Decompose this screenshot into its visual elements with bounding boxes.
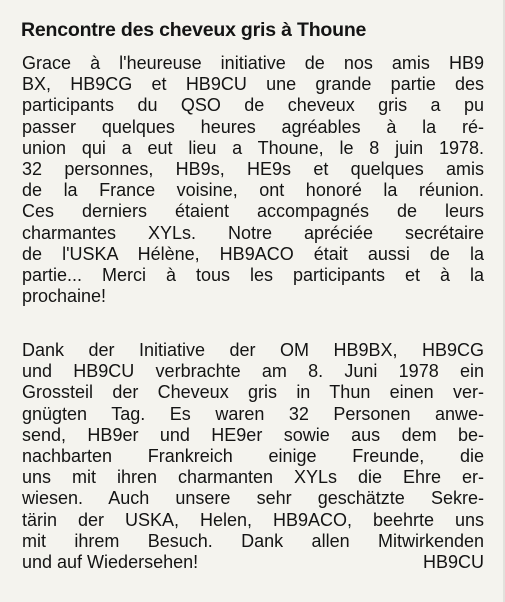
paragraph-line: passer quelques heures agréables à la ré- — [22, 116, 484, 137]
paragraph-line: send, HB9er und HE9er sowie aus dem be- — [22, 424, 484, 445]
article-title: Rencontre des cheveux gris à Thoune — [21, 19, 367, 41]
paragraph-line: charmantes XYLs. Notre apréciée secrétaire — [22, 222, 484, 243]
paragraph-line: nachbarten Frankreich einige Freunde, die — [22, 446, 484, 467]
author-signature: HB9CU — [422, 552, 484, 573]
paragraph-line: und HB9CU verbrachte am 8. Juni 1978 ein — [22, 361, 484, 382]
paragraph-line: union qui a eut lieu a Thoune, le 8 juin 1978. — [22, 137, 484, 158]
paragraph-line: de la France voisine, ont honoré la réunion. — [22, 180, 484, 201]
paragraph-line: prochaine! — [22, 286, 107, 307]
paragraph-line: Grossteil der Cheveux gris in Thun einen ver- — [22, 382, 484, 403]
paragraph-line: wiesen. Auch unsere sehr geschätzte Sekre- — [22, 488, 484, 509]
paragraph-line: BX, HB9CG et HB9CU une grande partie des — [22, 74, 484, 95]
german-paragraph — [22, 340, 484, 573]
paragraph-line: uns mit ihren charmanten XYLs die Ehre er- — [22, 467, 484, 488]
paragraph-line: Ces derniers étaient accompagnés de leurs — [22, 201, 484, 222]
paragraph-line: de l'USKA Hélène, HB9ACO était aussi de la — [22, 243, 484, 264]
paragraph-line: partie... Merci à tous les participants et à la — [22, 265, 484, 286]
paragraph-line: participants du QSO de cheveux gris a pu — [22, 95, 484, 116]
closing-line — [22, 552, 484, 573]
french-paragraph — [22, 53, 484, 307]
paragraph-line: 32 personnes, HB9s, HE9s et quelques amis — [22, 159, 484, 180]
paragraph-line: Dank der Initiative der OM HB9BX, HB9CG — [22, 340, 484, 360]
paragraph-line: gnügten Tag. Es waren 32 Personen anwe- — [22, 403, 484, 424]
closing-text: und auf Wiedersehen! — [22, 552, 199, 573]
paragraph-line: tärin der USKA, Helen, HB9ACO, beehrte uns — [22, 509, 484, 530]
paragraph-line: mit ihrem Besuch. Dank allen Mitwirkenden — [22, 530, 484, 551]
paragraph-line: Grace à l'heureuse initiative de nos amis HB9 — [22, 53, 484, 73]
